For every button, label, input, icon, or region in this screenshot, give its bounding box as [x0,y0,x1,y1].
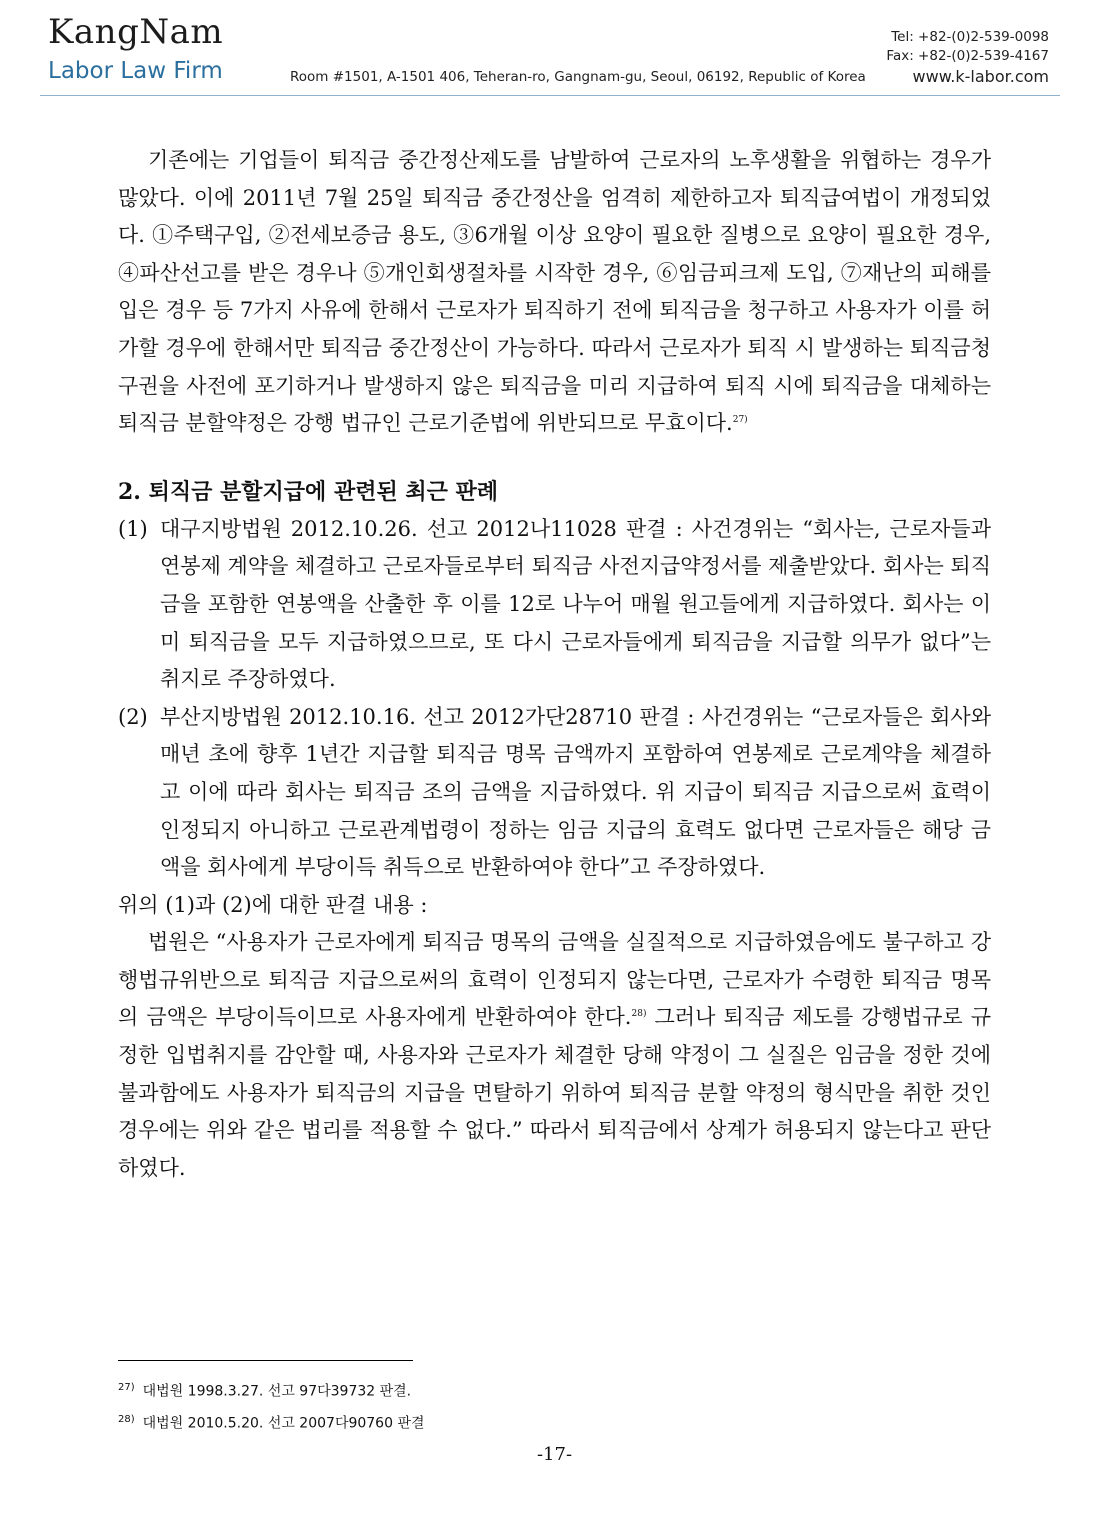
case-text: 부산지방법원 2012.10.16. 선고 2012가단28710 판결 : 사건경위는 “근로자들은 회사와 매년 초에 향후 1년간 지급할 퇴직금 명목 금액까지 포함하여 연봉제로 근로계약을 체결하고 이에 따라 회사는 퇴직금 조의 금액을 지급하였다. 위 지급이 퇴직금 지급으로써 효력이 인정되지 아니하고 근로관계법령이 정하는 임금 지급의 효력도 없다면 근로자들은 해당 금액을 회사에게 부당이득 취득으로 반환하여야 한다”고 주장하였다. [160,704,991,880]
footnote [118,1374,425,1406]
firm-logo-subtitle: Labor Law Firm [48,58,223,84]
footnotes [118,1374,425,1437]
ruling-text-1: 법원은 “사용자가 근로자에게 퇴직금 명목의 금액을 실질적으로 지급하였음에도 불구하고 강행법규위반으로 퇴직금 지급으로써의 효력이 인정되지 않는다면, 근로자가 수령한 퇴직금 명목의 금액은 부당이득이므로 사용자에게 반환하여야 한다. [118,930,991,1030]
firm-logo-name: KangNam [48,12,224,52]
section-heading: 2. 퇴직금 분할지급에 관련된 최근 판례 [118,478,499,505]
intro-paragraph [118,142,991,443]
ruling-label: 위의 (1)과 (2)에 대한 판결 내용 : [118,892,428,917]
footnote-ref-27: 27) [732,415,748,426]
firm-tel: Tel: +82-(0)2-539-0098 [891,29,1049,45]
page-number: -17- [536,1444,573,1465]
footnote-ref-28: 28) [631,1009,647,1020]
firm-contact [886,28,1049,88]
footnote-divider [118,1360,413,1361]
footnote-number: 28) [118,1413,135,1425]
firm-website: www.k-labor.com [912,67,1049,86]
footnote-text: 대법원 1998.3.27. 선고 97다39732 판결. [142,1383,412,1400]
case-item [118,511,991,699]
case-item [118,699,991,887]
case-text: 대구지방법원 2012.10.26. 선고 2012나11028 판결 : 사건경위는 “회사는, 근로자들과 연봉제 계약을 체결하고 근로자들로부터 퇴직금 사전지급약정서를 제출받았다. 회사는 퇴직금을 포함한 연봉액을 산출한 후 이를 12로 나누어 매월 원고들에게 지급하였다. 회사는 이미 퇴직금을 모두 지급하였으므로, 또 다시 근로자들에게 퇴직금을 지급할 의무가 없다”는 취지로 주장하였다. [160,516,991,692]
firm-address: Room #1501, A-1501 406, Teheran-ro, Gangnam-gu, Seoul, 06192, Republic of Korea [290,69,866,85]
footnote-text: 대법원 2010.5.20. 선고 2007다90760 판결 [142,1415,425,1432]
case-number: (2) [118,704,148,729]
page-header [0,0,1109,110]
header-divider [40,95,1060,96]
footnote-number: 27) [118,1382,135,1393]
ruling-text-2: 그러나 퇴직금 제도를 강행법규로 규정한 입법취지를 감안할 때, 사용자와 근로자가 체결한 당해 약정이 그 실질은 임금을 정한 것에 불과함에도 사용자가 퇴직금의 지급을 면탈하기 위하여 퇴직금 분할 약정의 형식만을 취한 것인 경우에는 위와 같은 법리를 적용할 수 없다.” 따라서 퇴직금에서 상계가 허용되지 않는다고 판단하였다. [118,1005,991,1180]
footnote [118,1406,425,1438]
document-body [118,142,991,1187]
firm-fax: Fax: +82-(0)2-539-4167 [886,48,1049,64]
ruling-paragraph [118,924,991,1187]
intro-text: 기존에는 기업들이 퇴직금 중간정산제도를 남발하여 근로자의 노후생활을 위협하는 경우가 많았다. 이에 2011년 7월 25일 퇴직금 중간정산을 엄격히 제한하고자 퇴직급여법이 개정되었다. ①주택구입, ②전세보증금 용도, ③6개월 이상 요양이 필요한 질병으로 요양이 필요한 경우, ④파산선고를 받은 경우나 ⑤개인회생절차를 시작한 경우, ⑥임금피크제 도입, ⑦재난의 피해를 입은 경우 등 7가지 사유에 한해서 근로자가 퇴직하기 전에 퇴직금을 청구하고 사용자가 이를 허가할 경우에 한해서만 퇴직금 중간정산이 가능하다. 따라서 근로자가 퇴직 시 발생하는 퇴직금청구권을 사전에 포기하거나 발생하지 않은 퇴직금을 미리 지급하여 퇴직 시에 퇴직금을 대체하는 퇴직금 분할약정은 강행 법규인 근로기준법에 위반되므로 무효이다. [118,148,991,436]
case-number: (1) [118,516,148,541]
